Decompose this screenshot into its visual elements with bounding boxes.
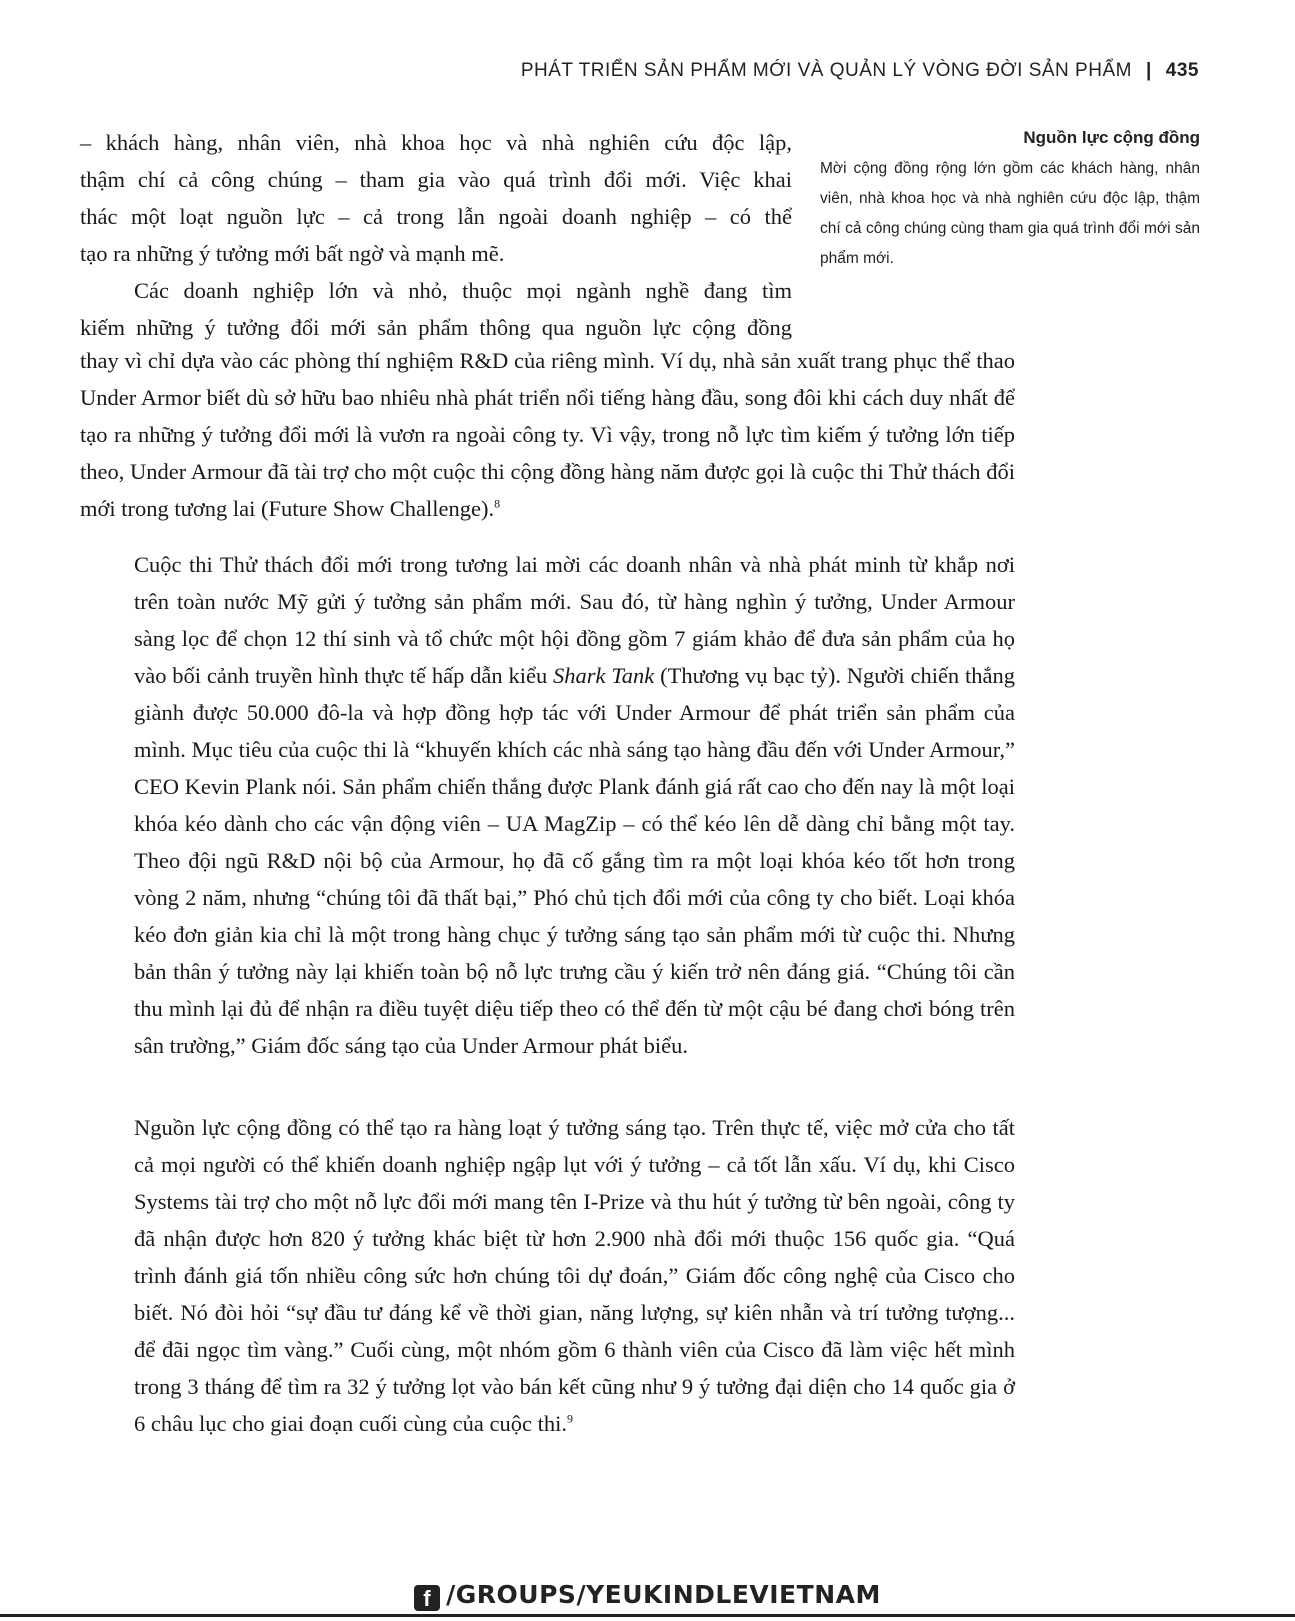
paragraph-2-line: kiếm những ý tưởng đổi mới sản phẩm thông qua nguồn lực cộng đồng	[80, 315, 792, 340]
paragraph-4	[80, 1109, 1015, 1442]
paragraph-1	[80, 124, 792, 346]
footnote-ref-9: 9	[566, 1411, 573, 1426]
running-header	[0, 60, 1199, 82]
paragraph-2-continued	[80, 342, 1015, 527]
paragraph-4-body: Nguồn lực cộng đồng có thể tạo ra hàng loạt ý tưởng sáng tạo. Trên thực tế, việc mở cửa cho tất cả mọi người có thể khiến doanh nghiệp ngập lụt với ý tưởng – cả tốt lẫn xấu. Ví dụ, khi Cisco Systems tài trợ cho một nỗ lực đổi mới mang tên I-Prize và thu hút ý tưởng từ bên ngoài, công ty đã nhận được hơn 820 ý tưởng khác biệt từ hơn 2.900 nhà đổi mới thuộc 156 quốc gia. “Quá trình đánh giá tốn nhiều công sức hơn chúng tôi dự đoán,” Giám đốc công nghệ của Cisco cho biết. Nó đòi hỏi “sự đầu tư đáng kể về thời gian, năng lượng, sự kiên nhẫn và trí tưởng tượng... để đãi ngọc tìm vàng.” Cuối cùng, một nhóm gồm 6 thành viên của Cisco đã làm việc hết mình trong 3 tháng để tìm ra 32 ý tưởng lọt vào bán kết cũng như 9 ý tưởng đại diện cho 14 quốc gia ở 6 châu lục cho giai đoạn cuối cùng của cuộc thi.	[134, 1115, 1015, 1436]
show-title-italic: Shark Tank	[553, 663, 655, 688]
margin-note-title: Nguồn lực cộng đồng	[1023, 128, 1200, 147]
paragraph-3-part-b: (Thương vụ bạc tỷ). Người chiến thắng giành được 50.000 đô-la và hợp đồng hợp tác với Under Armour để phát triển sản phẩm của mình. Mục tiêu của cuộc thi là “khuyến khích các nhà sáng tạo hàng đầu đến với Under Armour,” CEO Kevin Plank nói. Sản phẩm chiến thắng được Plank đánh giá rất cao cho đến nay là một loại khóa kéo dành cho các vận động viên – UA MagZip – có thể kéo lên dễ dàng chỉ bằng một tay. Theo đội ngũ R&D nội bộ của Armour, họ đã cố gắng tìm ra một loại khóa kéo tốt hơn trong vòng 2 năm, nhưng “chúng tôi đã thất bại,” Phó chủ tịch đổi mới của công ty cho biết. Loại khóa kéo đơn giản kia chỉ là một trong hàng chục ý tưởng sáng tạo sản phẩm mới từ cuộc thi. Nhưng bản thân ý tưởng này lại khiến toàn bộ nỗ lực trưng cầu ý kiến trở nên đáng giá. “Chúng tôi cần thu mình lại đủ để nhận ra điều tuyệt diệu tiếp theo có thể đến từ một cậu bé đang chơi bóng trên sân trường,” Giám đốc sáng tạo của Under Armour phát biểu.	[134, 663, 1015, 1058]
paragraph-2-line: Các doanh nghiệp lớn và nhỏ, thuộc mọi ngành nghề đang tìm	[134, 278, 792, 303]
footer-group-link: /GROUPS/YEUKINDLEVIETNAM	[446, 1580, 881, 1609]
header-separator: |	[1145, 60, 1152, 81]
paragraph-3	[80, 546, 1015, 1064]
margin-note-text: Mời cộng đồng rộng lớn gồm các khách hàng, nhân viên, nhà khoa học và nhà nghiên cứu độc lập, thậm chí cả công chúng cùng tham gia quá trình đổi mới sản phẩm mới.	[820, 160, 1200, 267]
facebook-icon: f	[414, 1585, 440, 1611]
margin-note	[820, 128, 1200, 274]
paragraph-3-part-a: Cuộc thi Thử thách đổi mới trong tương lai mời các doanh nhân và nhà phát minh từ khắp nơi trên toàn nước Mỹ gửi ý tưởng sản phẩm mới. Sau đó, từ hàng nghìn ý tưởng, Under Armour sàng lọc để chọn 12 thí sinh và tổ chức một hội đồng gồm 7 giám khảo để đưa sản phẩm của họ vào bối cảnh truyền hình thực tế hấp dẫn kiểu	[134, 552, 1015, 688]
footnote-ref-8: 8	[494, 496, 501, 511]
paragraph-1-line: tạo ra những ý tưởng mới bất ngờ và mạnh mẽ.	[80, 241, 505, 266]
paragraph-2-rest: thay vì chỉ dựa vào các phòng thí nghiệm R&D của riêng mình. Ví dụ, nhà sản xuất trang phục thể thao Under Armor biết dù sở hữu bao nhiêu nhà phát triển nổi tiếng hàng đầu, song đôi khi cách duy nhất để tạo ra những ý tưởng đổi mới là vươn ra ngoài công ty. Vì vậy, trong nỗ lực tìm kiếm ý tưởng lớn tiếp theo, Under Armour đã tài trợ cho một cuộc thi cộng đồng hàng năm được gọi là cuộc thi Thử thách đổi mới trong tương lai (Future Show Challenge).	[80, 348, 1015, 521]
running-title: PHÁT TRIỂN SẢN PHẨM MỚI VÀ QUẢN LÝ VÒNG ĐỜI SẢN PHẨM	[520, 60, 1132, 81]
paragraph-3-text	[80, 546, 1015, 1064]
bottom-rule	[0, 1614, 1295, 1617]
paragraph-2-text	[80, 342, 1015, 527]
paragraph-1-line: – khách hàng, nhân viên, nhà khoa học và nhà nghiên cứu độc lập,	[80, 130, 792, 155]
paragraph-1-line: thậm chí cả công chúng – tham gia vào quá trình đổi mới. Việc khai	[80, 167, 792, 192]
footer-watermark	[0, 1580, 1295, 1611]
page-number: 435	[1165, 60, 1199, 81]
paragraph-1-line: thác một loạt nguồn lực – cả trong lẫn ngoài doanh nghiệp – có thể	[80, 204, 792, 229]
paragraph-4-text	[80, 1109, 1015, 1442]
